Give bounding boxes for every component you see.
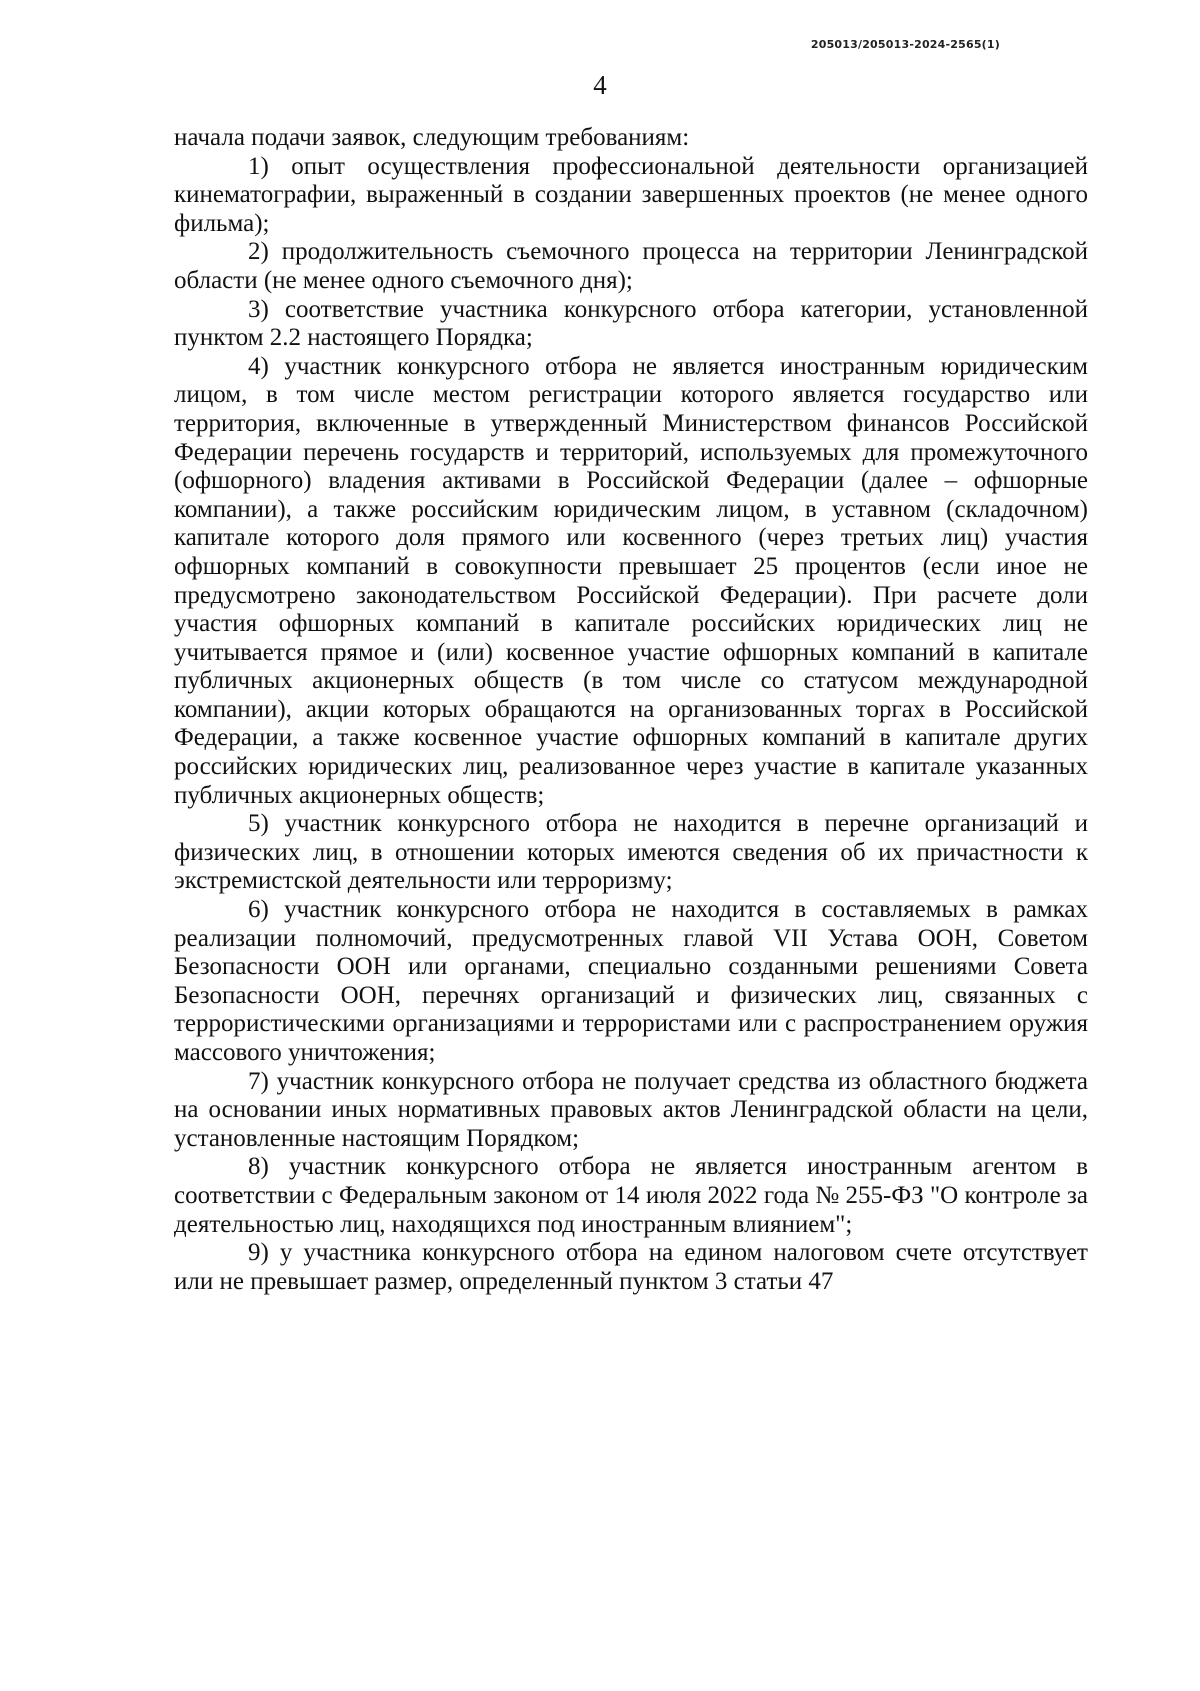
page-number: 4 — [593, 70, 607, 100]
paragraph-intro: начала подачи заявок, следующим требованиям: — [174, 124, 690, 151]
paragraph-item-8: 8) участник конкурсного отбора не является иностранным агентом в соответствии с Федеральным законом от 14 июля 2022 года № 255-ФЗ "О контроле за деятельностью лиц, находящихся под иностранным влиянием"; — [174, 1153, 1088, 1238]
paragraph-item-6: 6) участник конкурсного отбора не находится в составляемых в рамках реализации полномочий, предусмотренных главой VII Устава ООН, Советом Безопасности ООН или органами, специально созданными решениями Совета Безопасности ООН, перечнях организаций и физических лиц, связанных с террористическими организациями и террористами или с распространением оружия массового уничтожения; — [174, 896, 1088, 1066]
paragraph-item-2: 2) продолжительность съемочного процесса на территории Ленинградской области (не менее одного съемочного дня); — [174, 238, 1088, 294]
paragraph-item-3: 3) соответствие участника конкурсного отбора категории, установленной пунктом 2.2 настоящего Порядка; — [174, 295, 1088, 352]
paragraph-item-5: 5) участник конкурсного отбора не находится в перечне организаций и физических лиц, в отношении которых имеются сведения об их причастности к экстремистской деятельности или терроризму; — [174, 810, 1088, 895]
paragraph-item-7: 7) участник конкурсного отбора не получает средства из областного бюджета на основании иных нормативных правовых актов Ленинградской области на цели, установленные настоящим Порядком; — [174, 1067, 1088, 1152]
document-id: 205013/205013-2024-2565(1) — [810, 38, 1000, 51]
paragraph-item-1: 1) опыт осуществления профессиональной деятельности организацией кинематографии, выраженный в создании завершенных проектов (не менее одного фильма); — [174, 152, 1088, 237]
paragraph-item-9: 9) у участника конкурсного отбора на едином налоговом счете отсутствует или не превышает размер, определенный пунктом 3 статьи 47 — [174, 1239, 1088, 1295]
document-body — [174, 124, 1088, 1296]
paragraph-item-4: 4) участник конкурсного отбора не является иностранным юридическим лицом, в том числе местом регистрации которого является государство или территория, включенные в утвержденный Министерством финансов Российской Федерации перечень государств и территорий, используемых для промежуточного (офшорного) владения активами в Российской Федерации (далее – офшорные компании), а также российским юридическим лицом, в уставном (складочном) капитале которого доля прямого или косвенного (через третьих лиц) участия офшорных компаний в совокупности превышает 25 процентов (если иное не предусмотрено законодательством Российской Федерации). При расчете доли участия офшорных компаний в капитале российских юридических лиц не учитывается прямое и (или) косвенное участие офшорных компаний в капитале публичных акционерных обществ (в том числе со статусом международной компании), акции которых обращаются на организованных торгах в Российской Федерации, а также косвенное участие офшорных компаний в капитале других российских юридических лиц, реализованное через участие в капитале указанных публичных акционерных обществ; — [174, 352, 1088, 809]
